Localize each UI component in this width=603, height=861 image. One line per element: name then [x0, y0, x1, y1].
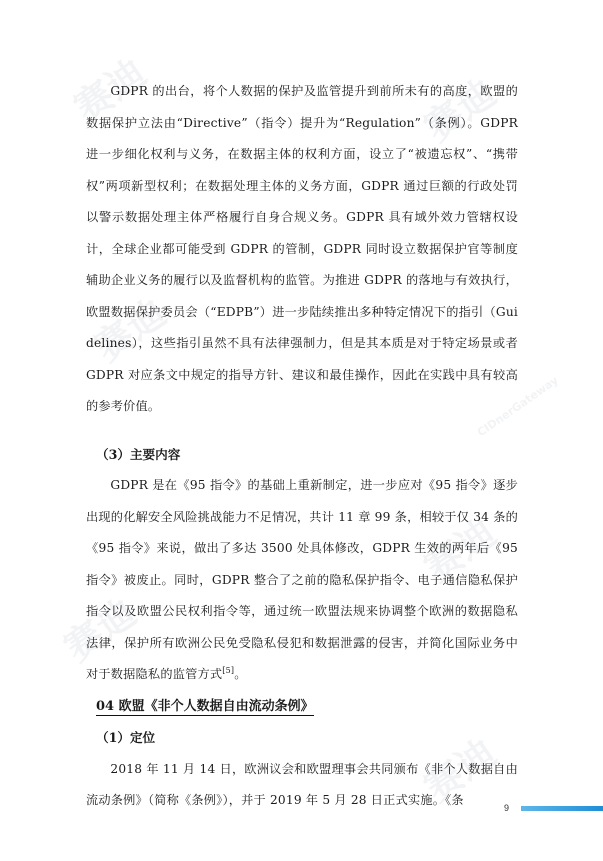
watermark-logo: 赛迪 [86, 290, 174, 371]
body-text [86, 76, 518, 817]
paragraph-regulation-intro: 2018 年 11 月 14 日，欧洲议会和欧盟理事会共同颁布《非个人数据自由流动条例》（简称《条例》），并于 2019 年 5 月 28 日正式实施。《条 [86, 761, 518, 807]
paragraph-gdpr-content-text: GDPR 是在《95 指令》的基础上重新制定，进一步应对《95 指令》逐步出现的化解安全风险挑战能力不足情况，共计 11 章 99 条，相较于仅 34 条的《95 指令》来说，做出了多达 3500 处具体修改，GDPR 生效的两年后《95 指令》被废止。同时，GDPR 整合了之前的隐私保护指令、电子通信隐私保护指令以及欧盟公民权利指令等，通过统一欧盟法规来协调整个欧洲的数据隐私法律，保护所有欧洲公民免受隐私侵犯和数据泄露的侵害，并简化国际业务中对于数据隐私的监管方式 [86, 478, 518, 681]
reference-mark: [5] [222, 665, 235, 675]
watermark-logo: 赛迪 [56, 590, 144, 671]
paragraph-gdpr-content [86, 470, 518, 691]
heading-main-content: （3）主要内容 [96, 446, 181, 462]
page-number: 9 [504, 803, 510, 813]
watermark-logo: 赛迪 [66, 50, 154, 131]
watermark-logo: 赛迪 [416, 70, 504, 151]
footer-accent-bar [521, 806, 603, 811]
heading-position: （1）定位 [96, 730, 156, 745]
watermark-logo: 赛迪 [416, 730, 504, 811]
watermark-logo: 赛迪 [416, 510, 504, 591]
watermark-text: CIDnerGateway [474, 373, 561, 440]
paragraph-gdpr-intro: GDPR 的出台，将个人数据的保护及监管提升到前所未有的高度，欧盟的数据保护立法由“Directive”（指令）提升为“Regulation”（条例）。GDPR 进一步细化权利与义务，在数据主体的权利方面，设立了“被遗忘权”、“携带权”两项新型权利；在数据处理主体的义务方面，GDPR 通过巨额的行政处罚以警示数据处理主体严格履行自身合规义务。GDPR 具有域外效力管辖权设计，全球企业都可能受到 GDPR 的管制，GDPR 同时设立数据保护官等制度辅助企业义务的履行以及监督机构的监管。为推进 GDPR 的落地与有效执行，欧盟数据保护委员会（“EDPB”）进一步陆续推出多种特定情况下的指引（Guidelines），这些指引虽然不具有法律强制力，但是其本质是对于特定场景或者 GDPR 对应条文中规定的指导方针、建议和最佳操作，因此在实践中具有较高的参考价值。 [86, 84, 518, 413]
paragraph-end-mark: 。 [234, 667, 247, 681]
heading-section-04-text: 04 欧盟《非个人数据自由流动条例》 [96, 698, 314, 714]
heading-section-04 [86, 691, 314, 723]
